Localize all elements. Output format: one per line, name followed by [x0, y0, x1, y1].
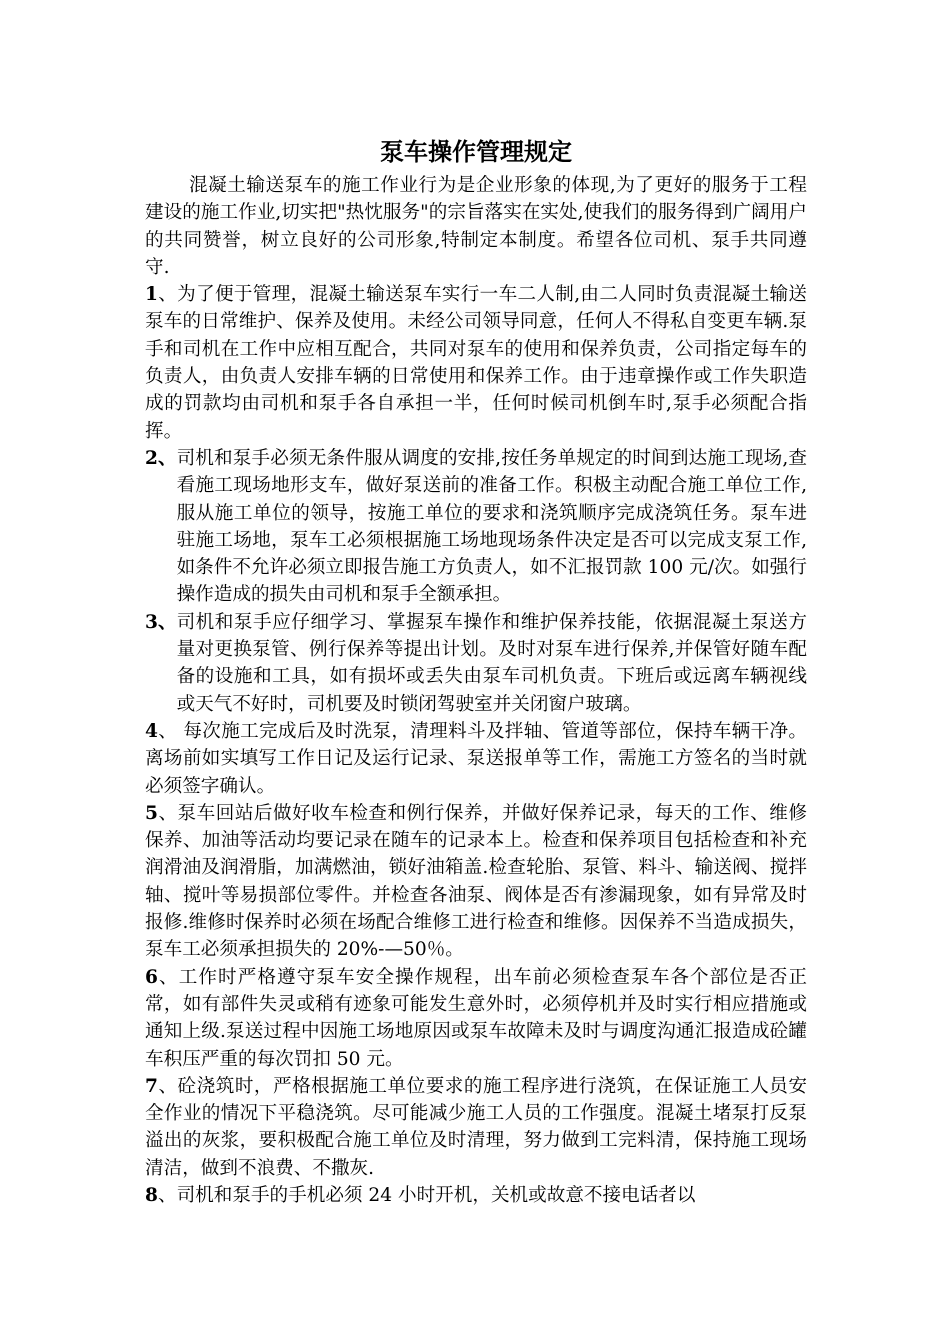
item-separator: 、 [157, 611, 177, 633]
list-item-7 [145, 1073, 807, 1182]
document-title: 泵车操作管理规定 [380, 137, 572, 166]
item-number: 7 [145, 1075, 158, 1097]
item-text: 工作时严格遵守泵车安全操作规程，出车前必须检查泵车各个部位是否正常，如有部件失灵或稍有迹象可能发生意外时，必须停机并及时实行相应措施或通知上级.泵送过程中因施工场地原因或泵车故障未及时与调度沟通汇报造成砼罐车积压严重的每次罚扣 50 元。 [145, 966, 807, 1070]
list-item-6 [145, 964, 807, 1073]
item-separator: 、 [157, 284, 178, 306]
item-number: 8 [145, 1184, 158, 1206]
item-text: 司机和泵手应仔细学习、掌握泵车操作和维护保养技能，依据混凝土泵送方量对更换泵管、例行保养等提出计划。及时对泵车进行保养,并保管好随车配备的设施和工具，如有损坏或丢失由泵车司机负责。下班后或远离车辆视线或天气不好时，司机要及时锁闭驾驶室并关闭窗户玻璃。 [176, 611, 807, 715]
list-item-4 [145, 718, 807, 800]
item-separator: 、 [157, 802, 178, 824]
item-text: 泵车回站后做好收车检查和例行保养，并做好保养记录，每天的工作、维修保养、加油等活动均要记录在随车的记录本上。检查和保养项目包括检查和补充润滑油及润滑脂，加满燃油，锁好油箱盖.检查轮胎、泵管、料斗、输送阀、搅拌轴、搅叶等易损部位零件。并检查各油泵、阀体是否有渗漏现象，如有异常及时报修.维修时保养时必须在场配合维修工进行检查和维修。因保养不当造成损失，泵车工必须承担损失的 20%-—50％。 [145, 802, 807, 961]
item-number-group [145, 445, 177, 609]
intro-paragraph: 混凝土输送泵车的施工作业行为是企业形象的体现,为了更好的服务于工程建设的施工作业,切实把"热忱服务"的宗旨落实在实处,使我们的服务得到广阔用户的共同赞誉，树立良好的公司形象,特制定本制度。希望各位司机、泵手共同遵守. [145, 175, 807, 278]
document-page [145, 132, 807, 1209]
item-text: 砼浇筑时，严格根据施工单位要求的施工程序进行浇筑，在保证施工人员安全作业的情况下平稳浇筑。尽可能减少施工人员的工作强度。混凝土堵泵打反泵溢出的灰浆，要积极配合施工单位及时清理，努力做到工完料清，保持施工现场清洁，做到不浪费、不撒灰. [145, 1075, 807, 1179]
list-item-3 [145, 609, 807, 718]
list-item-2 [145, 445, 807, 609]
list-item-8 [145, 1182, 807, 1209]
list-item-5 [145, 800, 807, 964]
item-number: 3 [145, 611, 158, 633]
item-text: 司机和泵手的手机必须 24 小时开机，关机或故意不接电话者以 [176, 1184, 696, 1206]
list-item-1 [145, 281, 807, 445]
item-number: 6 [145, 966, 158, 988]
item-separator: 、 [157, 720, 178, 742]
item-text: 为了便于管理，混凝土输送泵车实行一车二人制,由二人同时负责混凝土输送泵车的日常维护、保养及使用。未经公司领导同意，任何人不得私自变更车辆.泵手和司机在工作中应相互配合，共同对泵车的使用和保养负责，公司指定每车的负责人，由负责人安排车辆的日常使用和保养工作。由于违章操作或工作失职造成的罚款均由司机和泵手各自承担一半，任何时候司机倒车时,泵手必须配合指挥。 [145, 284, 807, 442]
item-number: 5 [145, 802, 158, 824]
item-text: 每次施工完成后及时洗泵，清理料斗及拌轴、管道等部位，保持车辆干净。离场前如实填写工作日记及运行记录、泵送报单等工作，需施工方签名的当时就必须签字确认。 [145, 720, 807, 797]
item-number: 4 [145, 720, 158, 742]
item-number: 2 [145, 447, 158, 469]
item-separator: 、 [157, 1075, 178, 1097]
item-separator: 、 [157, 966, 179, 988]
item-number-group [145, 609, 177, 718]
item-separator: 、 [157, 447, 177, 469]
item-text: 司机和泵手必须无条件服从调度的安排,按任务单规定的时间到达施工现场,查看施工现场地形支车，做好泵送前的准备工作。积极主动配合施工单位工作,服从施工单位的领导，按施工单位的要求和浇筑顺序完成浇筑任务。泵车进驻施工场地，泵车工必须根据施工场地现场条件决定是否可以完成支泵工作,如条件不允许必须立即报告施工方负责人，如不汇报罚款 100 元/次。如强行操作造成的损失由司机和泵手全额承担。 [176, 447, 807, 606]
item-separator: 、 [157, 1184, 177, 1206]
item-number: 1 [145, 284, 158, 306]
